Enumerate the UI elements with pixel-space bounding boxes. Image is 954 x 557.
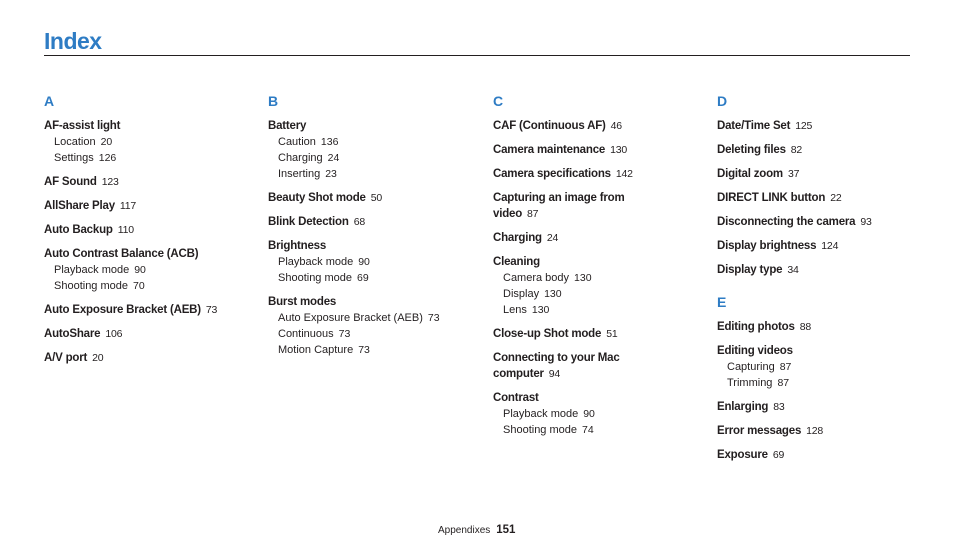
index-entry <box>44 246 259 294</box>
index-subterm <box>268 326 483 342</box>
index-term <box>493 190 643 222</box>
term-label: Close-up Shot mode <box>493 328 602 340</box>
subterm-label: Caution <box>278 136 316 148</box>
term-label: Blink Detection <box>268 216 349 228</box>
page-ref[interactable]: 50 <box>370 192 383 204</box>
page-ref[interactable]: 110 <box>117 224 134 236</box>
page-ref[interactable]: 73 <box>338 328 351 340</box>
index-term <box>717 423 932 439</box>
index-subterm <box>44 278 259 294</box>
index-entry <box>717 166 932 182</box>
page-ref[interactable]: 130 <box>531 304 550 316</box>
subterm-label: Shooting mode <box>278 272 352 284</box>
index-entry <box>493 326 643 342</box>
term-label: AF Sound <box>44 176 97 188</box>
subterm-label: Auto Exposure Bracket (AEB) <box>278 312 423 324</box>
page-ref[interactable]: 22 <box>830 192 842 204</box>
term-label: AutoShare <box>44 328 101 340</box>
index-entry <box>493 166 643 182</box>
index-subterm <box>268 134 483 150</box>
index-subterm <box>493 422 643 438</box>
index-entry <box>44 174 259 190</box>
index-entry <box>717 423 932 439</box>
page-ref[interactable]: 20 <box>92 352 104 364</box>
subterm-label: Motion Capture <box>278 344 354 356</box>
section-letter: B <box>268 93 279 109</box>
term-label: Display brightness <box>717 240 817 252</box>
page-ref[interactable]: 69 <box>357 272 369 284</box>
index-subterm <box>268 310 483 326</box>
subterm-label: Shooting mode <box>503 424 577 436</box>
index-term <box>44 350 259 366</box>
index-entry <box>44 302 259 318</box>
index-entry <box>44 118 259 166</box>
index-entry <box>717 343 932 391</box>
index-term <box>493 326 643 342</box>
index-subterm <box>44 262 259 278</box>
page-ref[interactable]: 34 <box>787 264 799 276</box>
index-entry <box>717 262 932 278</box>
index-term <box>717 118 932 134</box>
page-ref[interactable]: 87 <box>527 208 539 220</box>
index-entry <box>493 142 643 158</box>
term-label: Auto Contrast Balance (ACB) <box>44 248 199 260</box>
page-ref[interactable]: 126 <box>98 152 117 164</box>
footer-section-label: Appendixes <box>438 525 491 536</box>
term-label: Disconnecting the camera <box>717 216 856 228</box>
index-entry <box>44 198 259 214</box>
index-term <box>717 319 932 335</box>
page-title: Index <box>44 28 102 54</box>
page-ref[interactable]: 87 <box>779 361 792 373</box>
section-letter: C <box>493 93 504 109</box>
index-term <box>493 254 643 270</box>
index-entry <box>268 238 483 286</box>
page-ref[interactable]: 123 <box>101 176 119 188</box>
index-entry <box>44 326 259 342</box>
page-ref[interactable]: 142 <box>615 168 633 180</box>
index-entry <box>493 390 643 438</box>
page-ref[interactable]: 130 <box>610 144 628 156</box>
page-ref[interactable]: 125 <box>795 120 813 132</box>
page-ref[interactable]: 69 <box>772 449 785 461</box>
page-ref[interactable]: 136 <box>320 136 339 148</box>
index-entry <box>493 350 643 382</box>
index-subterm <box>493 270 643 286</box>
index-entry <box>717 319 932 335</box>
index-subterm <box>44 150 259 166</box>
term-label: Beauty Shot mode <box>268 192 366 204</box>
index-entry <box>268 294 483 358</box>
page-ref[interactable]: 124 <box>821 240 839 252</box>
index-subterm <box>493 286 643 302</box>
index-term <box>717 447 932 463</box>
term-label: Auto Backup <box>44 224 113 236</box>
page-ref[interactable]: 51 <box>606 328 618 340</box>
page-ref[interactable]: 74 <box>582 424 594 436</box>
subterm-label: Camera body <box>503 272 570 284</box>
index-column-4 <box>717 93 932 471</box>
term-label: Editing videos <box>717 345 793 357</box>
term-label: CAF (Continuous AF) <box>493 120 606 132</box>
index-subterm <box>268 270 483 286</box>
page-ref[interactable]: 24 <box>546 232 559 244</box>
page-ref[interactable]: 117 <box>119 200 137 212</box>
term-label: Contrast <box>493 392 539 404</box>
index-term <box>717 399 932 415</box>
index-term <box>493 350 643 382</box>
index-subterm <box>268 150 483 166</box>
term-label: AllShare Play <box>44 200 115 212</box>
term-label: Date/Time Set <box>717 120 791 132</box>
page-ref[interactable]: 94 <box>548 368 561 380</box>
index-entry <box>717 399 932 415</box>
index-term <box>44 174 259 190</box>
index-term <box>268 238 483 254</box>
term-label: Camera maintenance <box>493 144 606 156</box>
index-entry <box>717 118 932 134</box>
subterm-label: Location <box>54 136 96 148</box>
section-letter: D <box>717 93 728 109</box>
index-subterm <box>268 342 483 358</box>
subterm-label: Lens <box>503 304 527 316</box>
term-label: Display type <box>717 264 783 276</box>
page-ref[interactable]: 24 <box>327 152 340 164</box>
index-term <box>44 302 259 318</box>
page-ref[interactable]: 73 <box>358 344 370 356</box>
index-term <box>717 262 932 278</box>
subterm-label: Charging <box>278 152 323 164</box>
term-label: Enlarging <box>717 401 769 413</box>
page-ref[interactable]: 128 <box>806 425 824 437</box>
index-term <box>44 222 259 238</box>
title-rule <box>44 55 910 56</box>
index-entry <box>717 238 932 254</box>
subterm-label: Trimming <box>727 377 773 389</box>
page-ref[interactable]: 70 <box>133 280 145 292</box>
term-label: Brightness <box>268 240 327 252</box>
index-entry <box>44 222 259 238</box>
page-ref[interactable]: 88 <box>799 321 811 333</box>
page-ref[interactable]: 90 <box>583 408 595 420</box>
index-subterm <box>493 302 643 318</box>
page-ref[interactable]: 73 <box>205 304 218 316</box>
index-term <box>268 294 483 310</box>
index-entry <box>268 190 483 206</box>
page-ref[interactable]: 23 <box>325 168 337 180</box>
term-label: Exposure <box>717 449 768 461</box>
term-label: A/V port <box>44 352 88 364</box>
index-term <box>717 343 932 359</box>
index-term <box>717 166 932 182</box>
page-ref[interactable]: 46 <box>610 120 622 132</box>
subterm-label: Playback mode <box>54 264 130 276</box>
page-ref[interactable]: 82 <box>790 144 803 156</box>
index-subterm <box>717 359 932 375</box>
term-label: Cleaning <box>493 256 540 268</box>
subterm-label: Playback mode <box>503 408 579 420</box>
subterm-label: Capturing <box>727 361 775 373</box>
index-term <box>717 142 932 158</box>
term-label: Charging <box>493 232 542 244</box>
index-entry <box>717 214 932 230</box>
index-term <box>493 166 643 182</box>
index-subterm <box>493 406 643 422</box>
page-ref[interactable]: 106 <box>105 328 123 340</box>
term-label: Deleting files <box>717 144 786 156</box>
index-entry <box>717 190 932 206</box>
page-ref[interactable]: 93 <box>860 216 872 228</box>
index-entry <box>493 230 643 246</box>
index-entry <box>493 190 643 222</box>
page-ref[interactable]: 130 <box>574 272 592 284</box>
term-label: Burst modes <box>268 296 337 308</box>
page-ref[interactable]: 73 <box>427 312 440 324</box>
index-entry <box>717 142 932 158</box>
term-label: Error messages <box>717 425 802 437</box>
subterm-label: Playback mode <box>278 256 354 268</box>
subterm-label: Display <box>503 288 540 300</box>
term-label: Capturing an image from video <box>493 192 625 220</box>
index-term <box>493 390 643 406</box>
term-label: DIRECT LINK button <box>717 192 826 204</box>
index-subterm <box>268 166 483 182</box>
page-ref[interactable]: 37 <box>787 168 800 180</box>
index-entry <box>493 118 643 134</box>
index-term <box>44 326 259 342</box>
index-column-3 <box>493 93 643 446</box>
term-label: Auto Exposure Bracket (AEB) <box>44 304 201 316</box>
index-entry <box>268 118 483 182</box>
page-ref[interactable]: 20 <box>100 136 113 148</box>
page-ref[interactable]: 90 <box>358 256 370 268</box>
index-term <box>717 238 932 254</box>
term-label: Editing photos <box>717 321 795 333</box>
index-subterm <box>44 134 259 150</box>
page-footer <box>438 524 515 536</box>
section-letter: A <box>44 93 55 109</box>
index-term <box>717 214 932 230</box>
page-ref[interactable]: 68 <box>353 216 365 228</box>
index-entry <box>268 214 483 230</box>
page-ref[interactable]: 83 <box>773 401 785 413</box>
page-ref[interactable]: 130 <box>544 288 562 300</box>
index-subterm <box>717 375 932 391</box>
index-term <box>493 118 643 134</box>
term-label: Battery <box>268 120 307 132</box>
index-entry <box>493 254 643 318</box>
term-label: Connecting to your Mac computer <box>493 352 620 380</box>
term-label: Camera specifications <box>493 168 611 180</box>
index-column-1 <box>44 93 259 374</box>
term-label: Digital zoom <box>717 168 783 180</box>
subterm-label: Continuous <box>278 328 334 340</box>
subterm-label: Settings <box>54 152 94 164</box>
index-entry <box>717 447 932 463</box>
index-term <box>44 118 259 134</box>
index-term <box>493 230 643 246</box>
index-term <box>717 190 932 206</box>
page-number: 151 <box>496 524 516 536</box>
index-term <box>268 190 483 206</box>
index-term <box>44 246 259 262</box>
index-subterm <box>268 254 483 270</box>
index-entry <box>44 350 259 366</box>
index-term <box>268 214 483 230</box>
section-letter: E <box>717 294 727 310</box>
subterm-label: Shooting mode <box>54 280 128 292</box>
page-ref[interactable]: 90 <box>134 264 146 276</box>
subterm-label: Inserting <box>278 168 321 180</box>
index-term <box>493 142 643 158</box>
index-column-2 <box>268 93 483 366</box>
index-term <box>44 198 259 214</box>
index-term <box>268 118 483 134</box>
page-ref[interactable]: 87 <box>777 377 790 389</box>
term-label: AF-assist light <box>44 120 121 132</box>
